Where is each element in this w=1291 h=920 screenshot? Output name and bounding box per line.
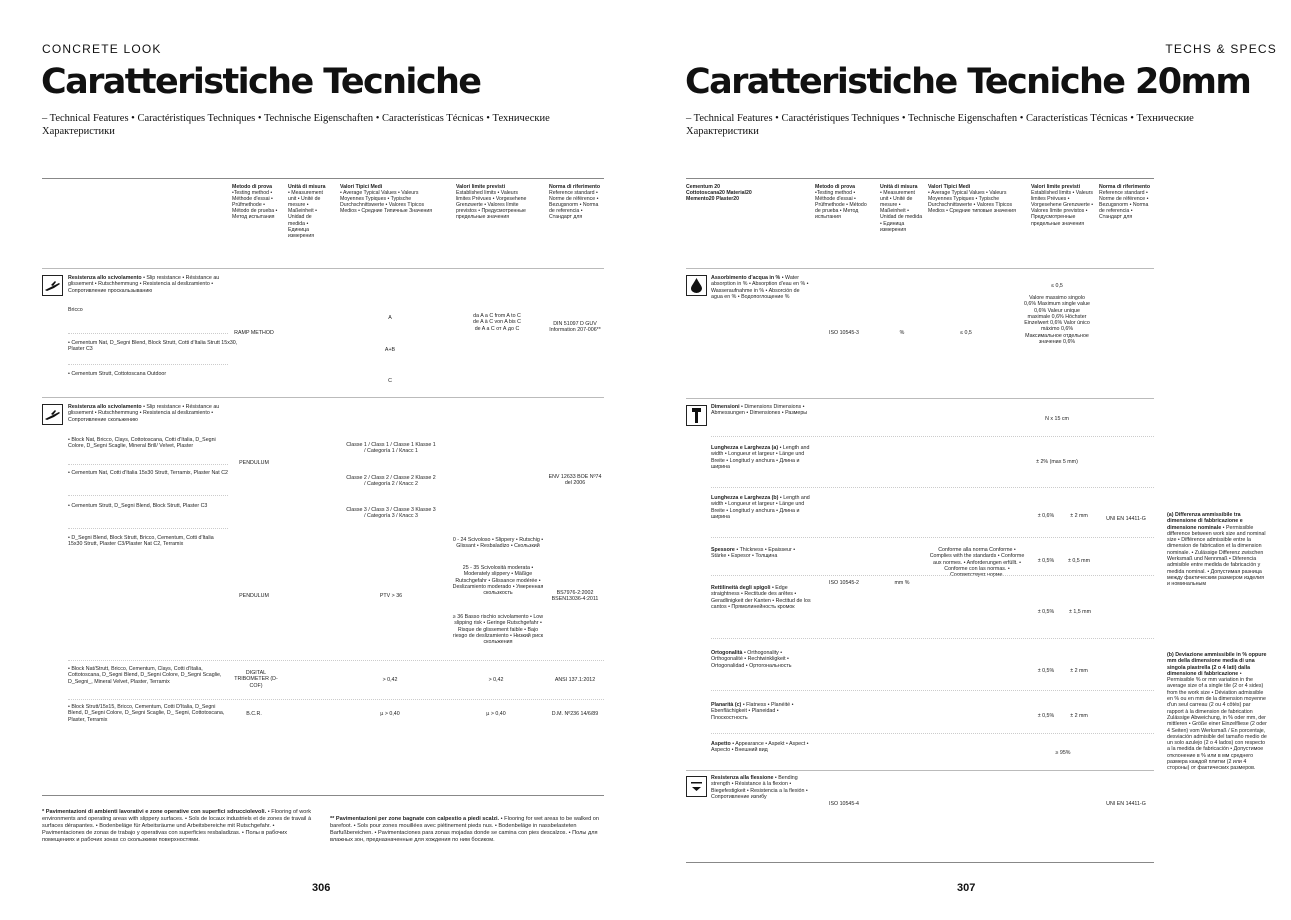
table-top-rule bbox=[42, 178, 604, 179]
right-page bbox=[646, 0, 1291, 920]
bending-strength-label: Resistenza alla flessione • Bending strength • Résistance à la flexion • Biegefestigkeit • Resistencia a la flexión • Сопротивление изгибу bbox=[711, 775, 808, 800]
iso-10545-4: ISO 10545-4 bbox=[828, 801, 860, 807]
iso-10545-2: ISO 10545-2 bbox=[828, 580, 860, 586]
dcof-limit: > 0,42 bbox=[488, 677, 504, 683]
class-3: Classe 3 / Class 3 / Classe 3 Klasse 3 / Categoría 3 / Класс 3 bbox=[346, 507, 436, 520]
page-number: 307 bbox=[957, 882, 976, 894]
cementum-group-1: • Cementum Nat, D_Segni Blend, Block Strutt, Cotti d'Italia Strutt 15x30, Plaster C3 bbox=[68, 340, 238, 353]
header-typical-values: Valori Tipici Medi • Average Typical Values • Valeurs Moyennes Typiques • Typische Durchschnittswerte • Valores Típicos Medios • Средние Типичные Значения bbox=[340, 184, 433, 215]
header-standard: Norma di riferimento Reference standard • Norme de référence • Bezugsnorm • Norma de referencia • Стандарт для bbox=[549, 184, 601, 221]
note-a: (a) Differenza ammissibile tra dimensione di fabbricazione e dimensione nominale • Permissible difference between work size and nominal size • Différence admissible entre la dimension de fabrication et la dimension nominale. • Zulässige Differenz zwischen Werksmaß und Nennmaß • Diferencia admisible entre medida de fabricación y medida nominal. • Допустимая разница между фактическим размером изделия и номинальным bbox=[1167, 512, 1266, 588]
pendulum-method-2: PENDULUM bbox=[239, 593, 269, 599]
pendulum-group-4: • D_Segni Blend, Block Strutt, Bricco, Cementum, Cotti d'Italia 15x30 Strutt, Plaster C3/Plaster Nat C2, Terramix bbox=[68, 535, 214, 548]
product-list: Cementum 20 Cottotoscana20 Material20 Memento20 Plaster20 bbox=[686, 184, 752, 203]
page-subtitle: – Technical Features • Caractéristiques Techniques • Technische Eigenschaften • Características Técnicas • Технические Характеристики bbox=[686, 113, 1194, 137]
tolerance-b-pct: ± 0,6% bbox=[1037, 513, 1055, 519]
bricco-label: Bricco bbox=[68, 307, 83, 313]
header-limits: Valori limite previsti Established limits • Valeurs limites Prévues • Vorgesehene Grenzwerte • Valores límite previstos • Предусмотренные предельные значения bbox=[456, 184, 527, 221]
class-1: Classe 1 / Class 1 / Classe 1 Klasse 1 / Categoría 1 / Класс 1 bbox=[346, 442, 436, 455]
left-page bbox=[0, 0, 645, 920]
footnote-1: * Pavimentazioni di ambienti lavorativi e zone operative con superfici sdrucciolevoli. • Flooring of work environments and operating areas with slippery surfaces. • Sols de locaux industriels et de zones de travail à surfaces dérapantes. • Bodenbeläge für Arbeitsräume und Arbeitsbereiche mit Rutschgefahr. • Pavimentaciones de zonas de trabajo y operativas con superficies resbaladizas. • Полы в рабочих помещениях и рабочих зонах со скользкими поверхностями. bbox=[42, 809, 312, 843]
class-2: Classe 2 / Class 2 / Classe 2 Klasse 2 / Categoría 2 / Класс 2 bbox=[346, 475, 436, 488]
digital-tribometer: DIGITAL TRIBOMETER (D-COF) bbox=[234, 670, 278, 689]
edge-mm: ± 1,5 mm bbox=[1068, 609, 1092, 615]
iso-10545-3: ISO 10545-3 bbox=[828, 330, 860, 336]
pendulum-group-2: • Cementum Nat, Cotti d'Italia 15x30 Strutt, Terramix, Plaster Nat C2 bbox=[68, 470, 228, 476]
slip-resistance-heading-2: Resistenza allo scivolamento • Slip resistance • Résistance au glissement • Rutschhemmung • Resistencia al deslizamiento • Сопротивление скольжению bbox=[68, 404, 220, 423]
thickness-pct: ± 0,5% bbox=[1037, 558, 1055, 564]
dcof-group: • Block Nat/Strutt, Bricco, Cementum, Clays, Cotti d'Italia, Cottotoscana, D_Segni Blend, D_Segni Colore, D_Segni Scaglie, D_Segni_, Mineral Velvet, Plaster, Terramix bbox=[68, 666, 222, 685]
page-subtitle: – Technical Features • Caractéristiques Techniques • Technische Eigenschaften • Características Técnicas • Технические Характеристики bbox=[42, 113, 550, 137]
bending-icon bbox=[686, 776, 707, 797]
limit-low-risk: ≥ 36 Basso rischio scivolamento • Low slipping risk • Geringe Rutschgefahr • Risque de glissement faible • Bajo riesgo de deslizamiento • Низкий риск скольжения bbox=[452, 614, 544, 646]
flatness-label: Planarità (c) • Flatness • Planéité • Ebenflächigkeit • Planeidad • Плоскостность bbox=[711, 702, 794, 721]
pendulum-group-1: • Block Nat, Bricco, Clays, Cottotoscana, Cotti d'Italia, D_Segni Colore, D_Segni Scaglie, Mineral Brill/ Velvet, Plaster bbox=[68, 437, 216, 450]
appearance-label: Aspetto • Appearance • Aspekt • Aspect • Aspecto • Внешний вид bbox=[711, 741, 809, 754]
page-title: Caratteristiche Tecniche bbox=[41, 62, 481, 102]
section-kicker: CONCRETE LOOK bbox=[42, 42, 162, 56]
flatness-mm: ± 2 mm bbox=[1070, 713, 1088, 719]
header-standard: Norma di riferimento Reference standard • Norme de référence • Bezugsnorm • Norma de referencia • Стандарт для bbox=[1099, 184, 1151, 221]
header-test-method: Metodo di prova •Testing method • Méthode d'essai • Prüfmethode • Método de prueba • Метод испытания bbox=[232, 184, 278, 221]
unit-mm-percent: mm % bbox=[894, 580, 910, 586]
length-width-b: Lunghezza e Larghezza (b) • Length and width • Longueur et largeur • Länge und Breite • Longitud y anchura • Длина и ширина bbox=[711, 495, 810, 520]
value-c: C bbox=[388, 378, 392, 384]
ptv-value: PTV > 36 bbox=[379, 593, 403, 599]
conformity-note: Conforme alla norma Conforme • Complies with the standards • Conforme aux normes. • Anforderungen erfüllt. • Conforme con las normas. • Соответствует норме. bbox=[929, 547, 1025, 579]
pendulum-group-3: • Cementum Strutt, D_Segni Blend, Block Strutt, Plaster C3 bbox=[68, 503, 208, 509]
abs-typical: ≤ 0,5 bbox=[960, 330, 972, 336]
dcof-typical: > 0,42 bbox=[382, 677, 398, 683]
header-test-method: Metodo di prova •Testing method • Méthode d'essai • Prüfmethode • Método de prueba • Метод испытания bbox=[815, 184, 867, 221]
tolerance-a: ± 2% (max 5 mm) bbox=[1036, 459, 1078, 465]
bcr-limit: µ > 0,40 bbox=[486, 711, 506, 717]
thickness-mm: ± 0,5 mm bbox=[1067, 558, 1091, 564]
dimensions-label: Dimensioni • Dimensions Dimensions • Abmessungen • Dimensiones • Размеры bbox=[711, 404, 808, 417]
bcr-typical: µ > 0,40 bbox=[380, 711, 400, 717]
water-absorption-label: Assorbimento d'acqua in % • Water absorption in % • Absorption d'eau en % • Wasseraufnahme in % • Absorción de agua en % • Водопоглощение % bbox=[711, 275, 809, 300]
ortho-mm: ± 2 mm bbox=[1070, 668, 1088, 674]
bcr-group: • Block Strutt/15x15, Bricco, Cementum, Cotti D'Italia, D_Segni Blend, D_Segni Colore, D_Segni Scaglie, D_ Segni, Cottotoscana, Plaster, Terramix bbox=[68, 704, 225, 723]
section-kicker: TECHS & SPECS bbox=[1165, 42, 1277, 56]
water-drop-icon bbox=[686, 275, 707, 296]
ortho-pct: ± 0,5% bbox=[1037, 668, 1055, 674]
limit-slippery: 0 - 24 Scivoloso • Slippery • Rutschig • Glissant • Resbaladizo • Скользкий bbox=[452, 537, 544, 550]
env-standard: ENV 12633 BOE Nº74 del 2006 bbox=[548, 474, 602, 487]
page-number: 306 bbox=[312, 882, 331, 894]
value-a: A bbox=[388, 315, 392, 321]
unit-percent: % bbox=[899, 330, 905, 336]
length-width-a: Lunghezza e Larghezza (a) • Length and width • Longueur et largeur • Länge und Breite • Longitud y anchura • Длина и ширина bbox=[711, 445, 810, 470]
header-unit: Unità di misura • Measurement unit • Unité de mesure • Maßeinheit • Unidad de medida • Единица измерения bbox=[288, 184, 326, 239]
din-standard: DIN 51097 D GUV Information 207-006** bbox=[549, 321, 601, 334]
edge-straightness-label: Rettilineità degli spigoli • Edge straightness • Rectitude des arêtes • Geradlinigkeit der Kanten • Rectitud de los cantos • Прямолинейность кромок bbox=[711, 585, 811, 610]
value-ab: A+B bbox=[384, 347, 396, 353]
dm-standard: D.M. Nº236 14/6/89 bbox=[551, 711, 599, 717]
orthogonality-label: Ortogonalità • Orthogonality • Orthogonalité • Rechtwinkligkeit • Ortogonalidad • Ортогональность bbox=[711, 650, 792, 669]
note-b: (b) Deviazione ammissibile in % oppure mm della dimensione media di una singola piastrella (2 o 4 lati) dalla dimensione di fabbricazione • Permissible % or mm variation in the average size of a single tile (2 or 4 sides) from the work size • Déviation admissible en % ou en mm de la dimension moyenne d'un seul carreau (2 ou 4 côtés) par rapport à la dimension de fabrication Zulässige Abweichung, in % oder mm, der mittleren • Größe einer Einzelfliese (2 oder 4 Seiten) vom Werksmaß / En porcentaje, desviación admisible del tamaño medio de un solo azulejo (2 o 4 lados) con respecto a la medida de fabricación • Допустимое отклонение в % или в мм среднего размера каждой плитки (2 или 4 стороны) от фактических размеров. bbox=[1167, 652, 1267, 772]
uni-en-14411-g: UNI EN 14411-G bbox=[1106, 516, 1146, 522]
edge-pct: ± 0,5% bbox=[1037, 609, 1055, 615]
header-typical-values: Valori Tipici Medi • Average Typical Values • Valeurs Moyennes Typiques • Typische Durchschnittswerte • Valores Típicos Medios • Средние типовые значения bbox=[928, 184, 1016, 215]
bcr-method: B.C.R. bbox=[246, 711, 262, 717]
appearance-value: ≥ 95% bbox=[1055, 750, 1071, 756]
caliper-icon bbox=[686, 405, 707, 426]
slip-resistance-heading: Resistenza allo scivolamento • Slip resistance • Résistance au glissement • Rutschhemmung • Resistencia al deslizamiento • Сопротивление проскальзыванию bbox=[68, 275, 220, 294]
footnote-2: ** Pavimentazioni per zone bagnate con calpestio a piedi scalzi. • Flooring for wet areas to be walked on barefoot. • Sols pour zones mouillées avec piétinement pieds nus. • Bodenbeläge in nassbelasteten Barfußbereichen. • Pavimentaciones para zonas mojadas donde se camina con pies descalzos. • Полы для влажных зон, предназначенные для хождения по ним босиком. bbox=[330, 816, 600, 843]
tolerance-b-mm: ± 2 mm bbox=[1070, 513, 1088, 519]
ansi-standard: ANSI 137.1:2012 bbox=[554, 677, 596, 683]
slip-resistance-icon bbox=[42, 275, 63, 296]
page-title: Caratteristiche Tecniche 20mm bbox=[685, 62, 1251, 102]
pendulum-method: PENDULUM bbox=[239, 460, 269, 466]
flatness-pct: ± 0,5% bbox=[1037, 713, 1055, 719]
thickness-label: Spessore • Thickness • Epaisseur • Stärke • Espesor • Толщина bbox=[711, 547, 796, 560]
abs-max-single: Valore massimo singolo 0,6% Maximum single value 0,6% Valeur unique maximale 0,6% Höchster Einzelwert 0,6% Valor único máximo 0,6% Максимальное отдельное значение 0,6% bbox=[1024, 295, 1090, 346]
dim-nx15: N x 15 cm bbox=[1045, 416, 1069, 422]
header-limits: Valori limite previsti Established limits • Valeurs limites Prévues • Vorgesehene Grenzwerte • Valores límite previstos • Предусмотренные предельные значения bbox=[1031, 184, 1094, 227]
header-unit: Unità di misura • Measurement unit • Unité de mesure • Maßeinheit • Unidad de medida • Единица измерения bbox=[880, 184, 923, 233]
uni-en-14411-g-2: UNI EN 14411-G bbox=[1106, 801, 1146, 807]
bs-standard: BS7976-2:2002 BSEN13036-4:2011 bbox=[551, 590, 599, 603]
ramp-method: RAMP METHOD bbox=[234, 330, 274, 336]
abs-limit: ≤ 0,5 bbox=[1051, 283, 1063, 289]
limit-moderate: 25 - 35 Scivolosità moderata • Moderately slippery • Mäßige Rutschgefahr • Glissance modérée • Deslizamiento moderado • Умеренная скользкость bbox=[452, 565, 544, 597]
slip-resistance-icon bbox=[42, 404, 63, 425]
range-a-c: da A a C from A to C de A à C von A bis C de A a C от А до С bbox=[473, 313, 521, 332]
header-bottom-rule bbox=[42, 268, 604, 269]
cementum-group-2: • Cementum Strutt, Cottotoscana Outdoor bbox=[68, 371, 167, 377]
